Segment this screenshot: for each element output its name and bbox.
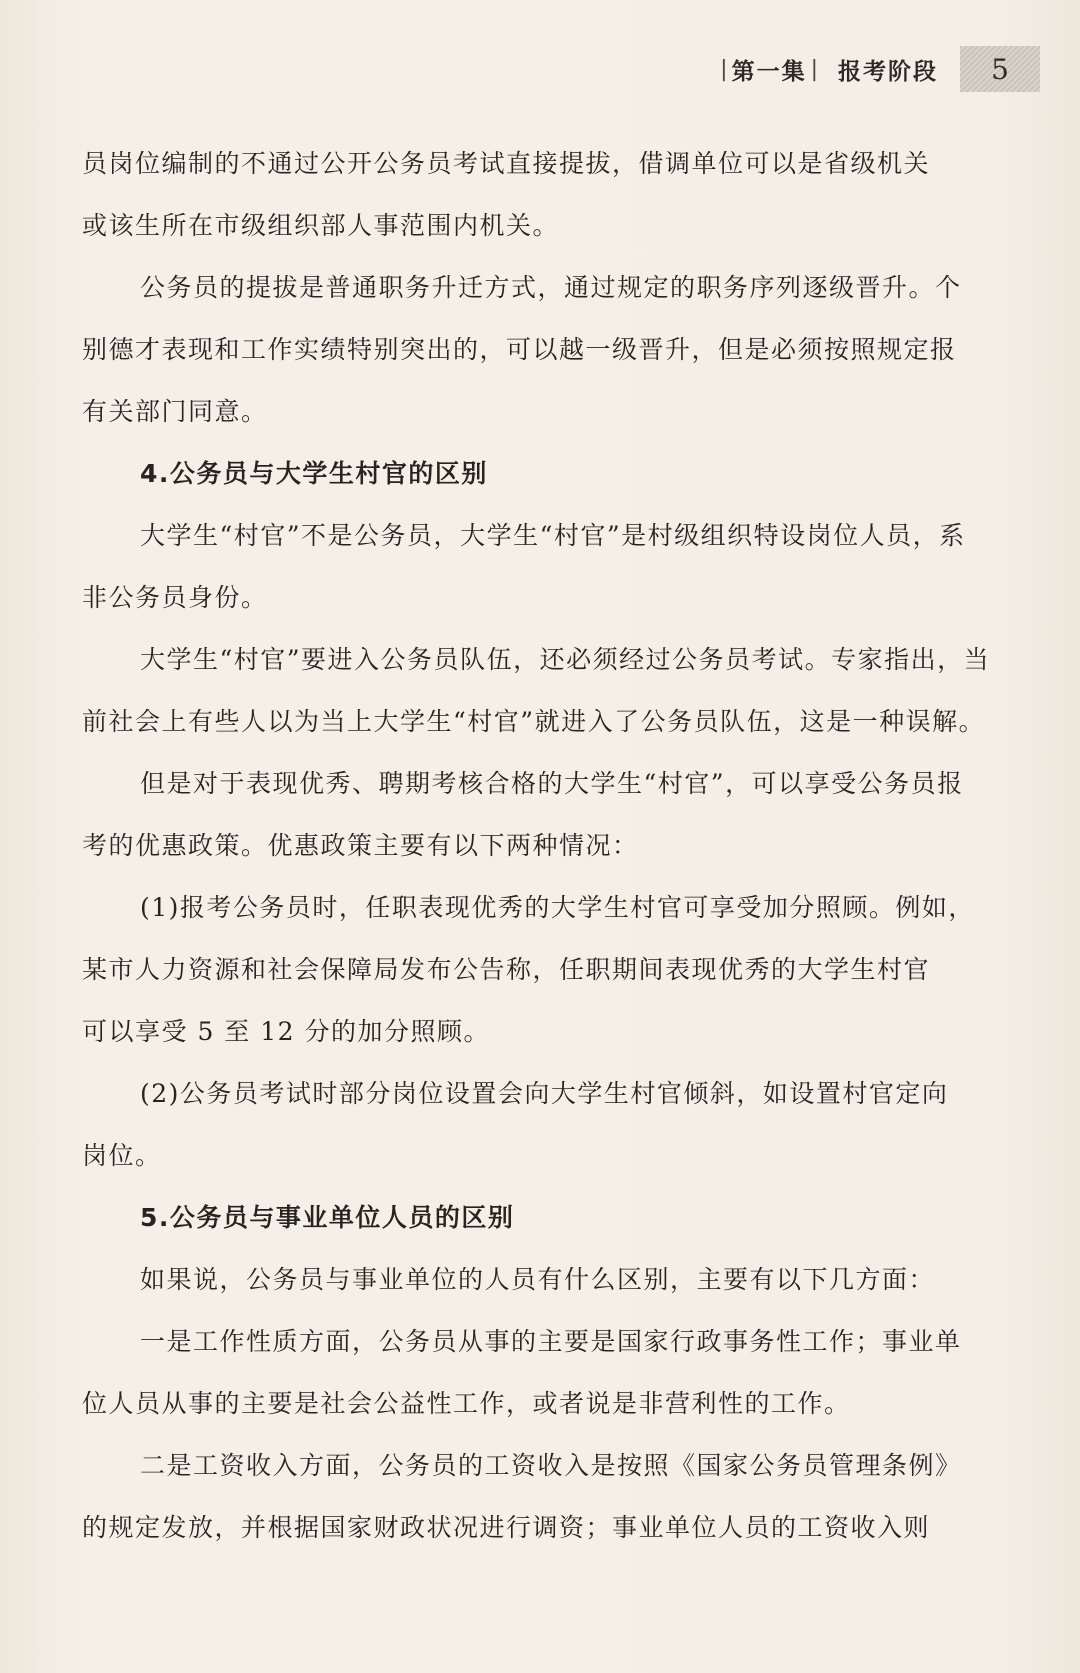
section-heading: 5.公务员与事业单位人员的区别 <box>140 1203 515 1232</box>
body-text-line: 别德才表现和工作实绩特别突出的，可以越一级晋升，但是必须按照规定报 <box>82 335 957 364</box>
body-text-line: 可以享受 5 至 12 分的加分照顾。 <box>82 1017 491 1046</box>
body-text-line: 公务员的提拔是普通职务升迁方式，通过规定的职务序列逐级晋升。个 <box>140 273 962 302</box>
body-text-line: 二是工资收入方面，公务员的工资收入是按照《国家公务员管理条例》 <box>140 1451 962 1480</box>
body-text-line: 前社会上有些人以为当上大学生“村官”就进入了公务员队伍，这是一种误解。 <box>82 707 986 736</box>
body-text-line: 员岗位编制的不通过公开公务员考试直接提拔，借调单位可以是省级机关 <box>82 149 931 178</box>
section-label: 报考阶段 <box>838 58 938 85</box>
body-text-line: 但是对于表现优秀、聘期考核合格的大学生“村官”，可以享受公务员报 <box>140 769 964 798</box>
page-number: 5 <box>960 46 1040 92</box>
page-body <box>82 133 1040 1559</box>
header-separator: | <box>810 56 818 82</box>
header-separator: | <box>720 56 728 82</box>
body-text-line: 考的优惠政策。优惠政策主要有以下两种情况： <box>82 831 639 860</box>
chapter-label: 第一集 <box>731 58 807 85</box>
body-text-line: 位人员从事的主要是社会公益性工作，或者说是非营利性的工作。 <box>82 1389 851 1418</box>
body-text-line: 岗位。 <box>82 1141 162 1170</box>
running-header <box>716 46 1040 92</box>
body-text-line: 有关部门同意。 <box>82 397 268 426</box>
body-text-line: 或该生所在市级组织部人事范围内机关。 <box>82 211 560 240</box>
body-text-line: 一是工作性质方面，公务员从事的主要是国家行政事务性工作；事业单 <box>140 1327 962 1356</box>
section-heading: 4.公务员与大学生村官的区别 <box>140 459 488 488</box>
body-text-line: (2)公务员考试时部分岗位设置会向大学生村官倾斜，如设置村官定向 <box>140 1079 949 1108</box>
body-text-line: 非公务员身份。 <box>82 583 268 612</box>
body-text-line: 某市人力资源和社会保障局发布公告称，任职期间表现优秀的大学生村官 <box>82 955 931 984</box>
body-text-line: 如果说，公务员与事业单位的人员有什么区别，主要有以下几方面： <box>140 1265 936 1294</box>
body-text-line: 大学生“村官”不是公务员，大学生“村官”是村级组织特设岗位人员，系 <box>140 521 966 550</box>
body-text-line: (1)报考公务员时，任职表现优秀的大学生村官可享受加分照顾。例如， <box>140 893 975 922</box>
body-text-line: 的规定发放，并根据国家财政状况进行调资；事业单位人员的工资收入则 <box>82 1513 931 1542</box>
body-text-line: 大学生“村官”要进入公务员队伍，还必须经过公务员考试。专家指出，当 <box>140 645 991 674</box>
